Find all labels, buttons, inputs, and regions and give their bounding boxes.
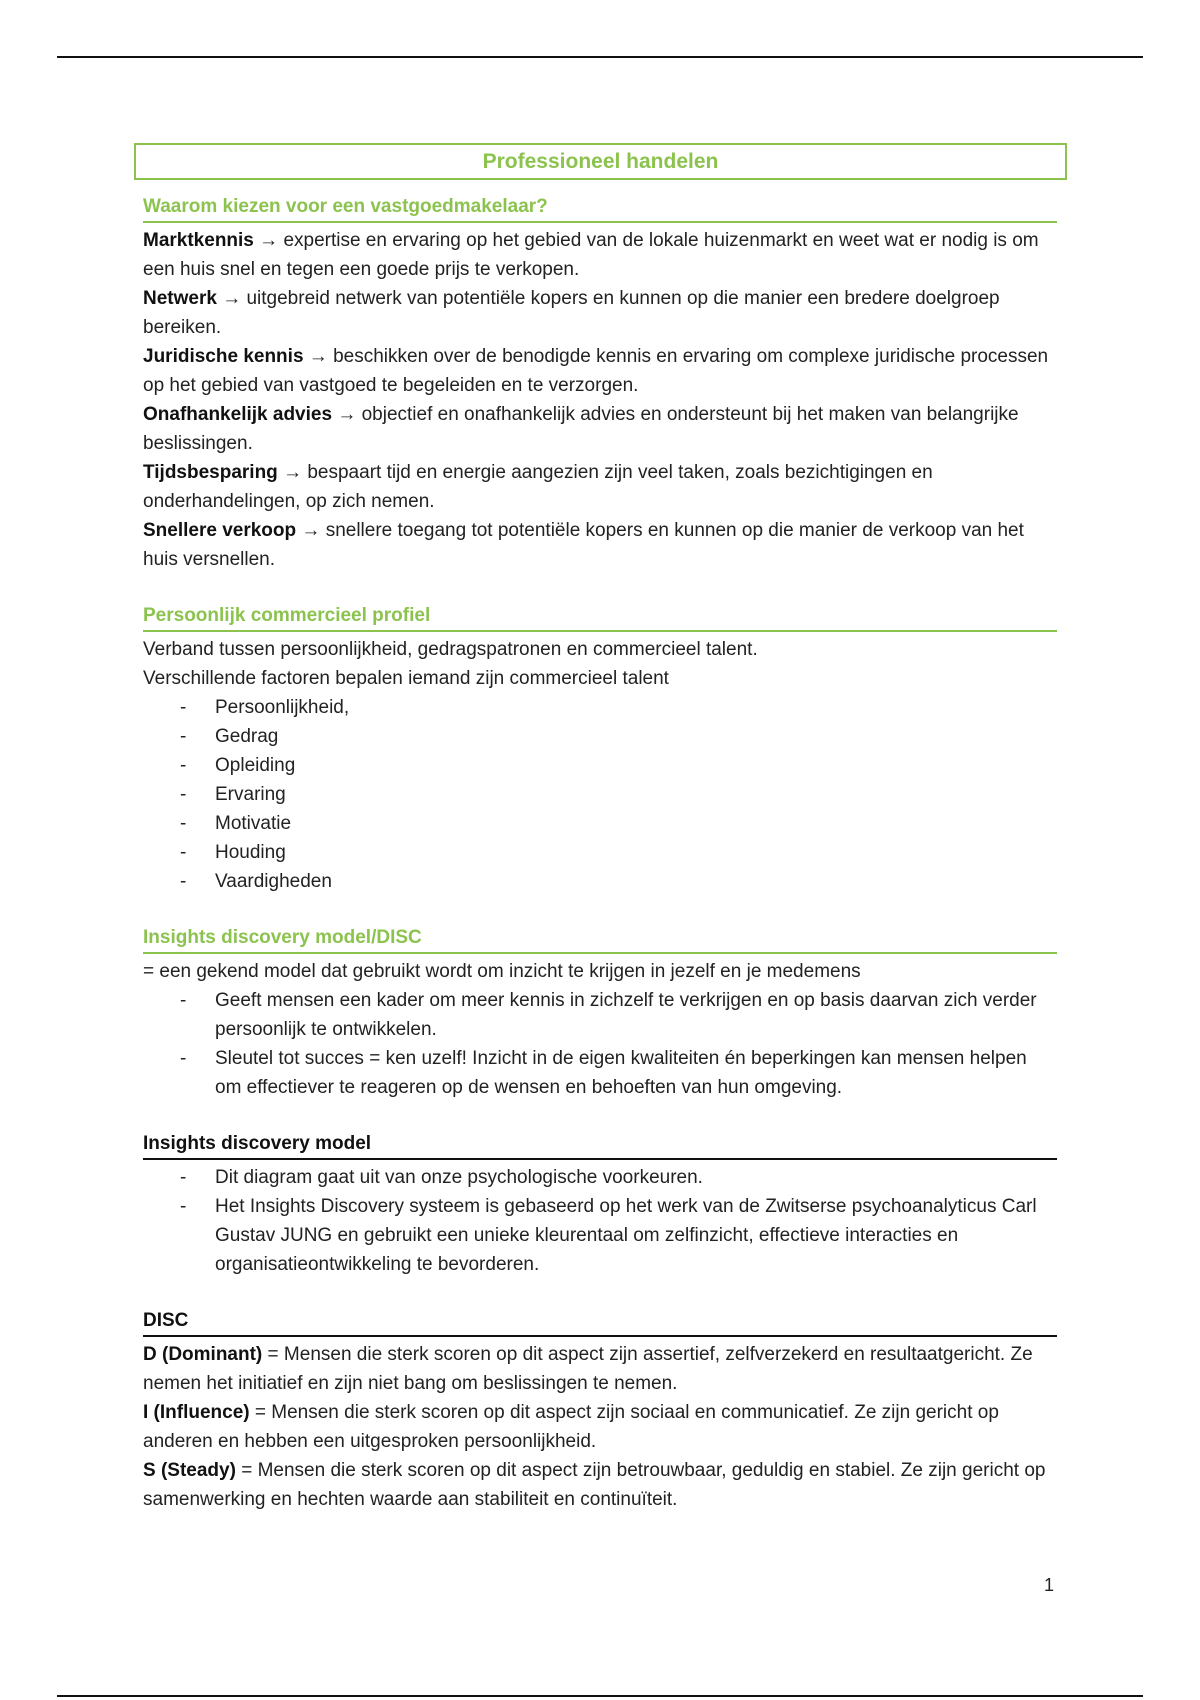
document-sections [143,194,1057,1514]
arrow-glyph: → [222,288,242,309]
paragraph-tijdsbesparing [143,458,1057,516]
description: expertise en ervaring op het gebied van de lokale huizenmarkt en weet wat er nodig is om een huis snel en tegen een goede prijs te verkopen. [143,230,1039,280]
bullet-list [143,986,1057,1102]
section-heading: Persoonlijk commercieel profiel [143,603,1057,632]
paragraph-dominant [143,1340,1057,1398]
term: S (Steady) [143,1460,236,1481]
section-heading: DISC [143,1308,1057,1337]
term: Marktkennis [143,230,254,251]
section-vastgoedmakelaar [143,194,1057,574]
description: uitgebreid netwerk van potentiële kopers en kunnen op die manier een bredere doelgroep bereiken. [143,288,1000,338]
section-heading: Insights discovery model [143,1131,1057,1160]
term: Snellere verkoop [143,520,297,541]
document-body [134,143,1067,1514]
description: bespaart tijd en energie aangezien zijn veel taken, zoals bezichtigingen en onderhandelingen, op zich nemen. [143,462,933,512]
term: Onafhankelijk advies [143,404,333,425]
paragraph-juridische-kennis [143,342,1057,400]
description: objectief en onafhankelijk advies en ondersteunt bij het maken van belangrijke beslissingen. [143,404,1019,454]
arrow-glyph: → [259,230,279,251]
paragraph-marktkennis [143,226,1057,284]
paragraph: Verschillende factoren bepalen iemand zijn commercieel talent [143,668,669,689]
page-header-rule [57,56,1143,58]
paragraph-onafhankelijk-advies [143,400,1057,458]
arrow-glyph: → [337,404,357,425]
section-insights-disc [143,925,1057,1102]
paragraph: = een gekend model dat gebruikt wordt om inzicht te krijgen in jezelf en je medemens [143,961,861,982]
list-item: - Houding [215,838,1057,867]
term: Juridische kennis [143,346,304,367]
document-title: Professioneel handelen [134,143,1067,180]
description: = Mensen die sterk scoren op dit aspect zijn assertief, zelfverzekerd en resultaatgericht. Ze nemen het initiatief en zijn niet bang om beslissingen te nemen. [143,1344,1033,1394]
term: Tijdsbesparing [143,462,278,483]
list-item: - Opleiding [215,751,1057,780]
paragraph: Verband tussen persoonlijkheid, gedragspatronen en commercieel talent. [143,639,758,660]
page-footer-rule [57,1695,1143,1697]
paragraph-netwerk [143,284,1057,342]
paragraph-snellere-verkoop [143,516,1057,574]
section-heading: Insights discovery model/DISC [143,925,1057,954]
section-commercieel-profiel [143,603,1057,896]
term: I (Influence) [143,1402,250,1423]
section-insights-model [143,1131,1057,1279]
arrow-glyph: → [308,346,328,367]
list-item: - Dit diagram gaat uit van onze psychologische voorkeuren. [215,1163,1057,1192]
list-item: - Ervaring [215,780,1057,809]
description: = Mensen die sterk scoren op dit aspect zijn sociaal en communicatief. Ze zijn gericht op anderen en hebben een uitgesproken persoonlijkheid. [143,1402,999,1452]
list-item: - Vaardigheden [215,867,1057,896]
list-item: - Gedrag [215,722,1057,751]
list-item: - Persoonlijkheid, [215,693,1057,722]
arrow-glyph: → [283,462,303,483]
section-heading: Waarom kiezen voor een vastgoedmakelaar? [143,194,1057,223]
section-disc [143,1308,1057,1514]
paragraph-influence [143,1398,1057,1456]
page-number: 1 [1044,1575,1055,1595]
arrow-glyph: → [301,520,321,541]
paragraph-steady [143,1456,1057,1514]
list-item: - Sleutel tot succes = ken uzelf! Inzicht in de eigen kwaliteiten én beperkingen kan mensen helpen om effectiever te reageren op de wensen en behoeften van hun omgeving. [215,1044,1057,1102]
description: = Mensen die sterk scoren op dit aspect zijn betrouwbaar, geduldig en stabiel. Ze zijn gericht op samenwerking en hechten waarde aan stabiliteit en continuïteit. [143,1460,1046,1510]
description: beschikken over de benodigde kennis en ervaring om complexe juridische processen op het gebied van vastgoed te begeleiden en te verzorgen. [143,346,1049,396]
description: snellere toegang tot potentiële kopers en kunnen op die manier de verkoop van het huis versnellen. [143,520,1024,570]
list-item: - Motivatie [215,809,1057,838]
term: Netwerk [143,288,217,309]
factor-list [143,693,1057,896]
term: D (Dominant) [143,1344,263,1365]
list-item: - Het Insights Discovery systeem is gebaseerd op het werk van de Zwitserse psychoanalyticus Carl Gustav JUNG en gebruikt een unieke kleurentaal om zelfinzicht, effectieve interacties en organisatieontwikkeling te bevorderen. [215,1192,1057,1279]
list-item: - Geeft mensen een kader om meer kennis in zichzelf te verkrijgen en op basis daarvan zich verder persoonlijk te ontwikkelen. [215,986,1057,1044]
bullet-list [143,1163,1057,1279]
